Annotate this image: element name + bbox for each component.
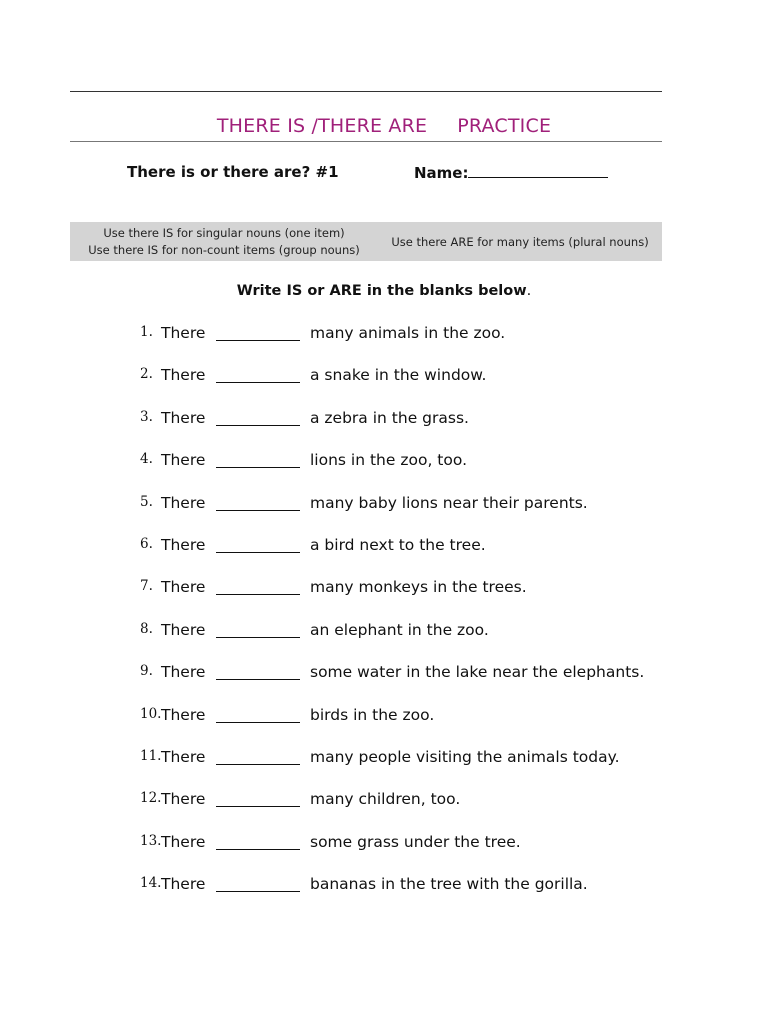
item-text: a zebra in the grass. [310,408,469,427]
item-there: There [161,493,206,512]
item-number: 4. [140,451,153,468]
exercise-item [0,536,768,558]
item-text: a snake in the window. [310,366,487,385]
item-number: 7. [140,578,153,595]
answer-blank[interactable] [216,722,300,723]
page-title [0,115,768,137]
item-there: There [161,790,206,809]
answer-blank[interactable] [216,679,300,680]
exercise-item [0,578,768,600]
item-there: There [161,620,206,639]
answer-blank[interactable] [216,510,300,511]
rules-box [70,222,662,261]
item-there: There [161,832,206,851]
exercise-item [0,706,768,728]
item-text: many monkeys in the trees. [310,578,527,597]
item-there: There [161,536,206,554]
title-right: PRACTICE [457,115,552,137]
answer-blank[interactable] [216,849,300,850]
item-text: many baby lions near their parents. [310,493,588,512]
item-there: There [161,324,206,342]
item-number: 1. [140,324,153,340]
item-there: There [161,705,206,724]
item-number: 14. [140,875,162,892]
exercise-item [0,875,768,897]
item-there: There [161,451,206,470]
item-there: There [161,663,206,682]
instruction [0,283,768,299]
name-field[interactable] [414,163,608,182]
item-number: 11. [140,748,162,764]
item-number: 8. [140,620,153,637]
exercise-item [0,366,768,388]
answer-blank[interactable] [216,382,300,383]
item-text: many children, too. [310,790,461,809]
item-text: bananas in the tree with the gorilla. [310,875,588,894]
answer-blank[interactable] [216,637,300,638]
item-number: 2. [140,366,153,383]
item-text: some water in the lake near the elephants. [310,663,645,682]
item-number: 12. [140,790,162,807]
title-left: THERE IS /THERE ARE [216,115,428,137]
answer-blank[interactable] [216,891,300,892]
rule-singular: Use there IS for singular nouns (one item) [103,225,345,240]
item-number: 5. [140,493,153,510]
item-number: 3. [140,408,153,425]
instruction-period: . [526,283,532,299]
item-text: lions in the zoo, too. [310,451,467,470]
item-there: There [161,748,206,766]
item-text: an elephant in the zoo. [310,620,489,639]
rule-plural: Use there ARE for many items (plural nouns) [391,234,649,249]
item-text: many people visiting the animals today. [310,748,620,766]
answer-blank[interactable] [216,340,300,341]
name-blank[interactable] [468,163,608,178]
item-there: There [161,408,206,427]
answer-blank[interactable] [216,594,300,595]
item-number: 6. [140,536,153,552]
exercise-item [0,494,768,516]
exercise-item [0,621,768,643]
exercise-item [0,663,768,685]
answer-blank[interactable] [216,425,300,426]
item-text: a bird next to the tree. [310,536,486,554]
top-rule [70,91,662,92]
exercise-item [0,833,768,855]
answer-blank[interactable] [216,806,300,807]
item-text: many animals in the zoo. [310,324,506,342]
answer-blank[interactable] [216,764,300,765]
rules-is [70,225,378,259]
answer-blank[interactable] [216,467,300,468]
item-text: birds in the zoo. [310,705,435,724]
answer-blank[interactable] [216,552,300,553]
title-rule [70,141,662,142]
exercise-item [0,324,768,346]
item-there: There [161,366,206,385]
exercise-item [0,790,768,812]
rule-noncount: Use there IS for non-count items (group nouns) [88,242,360,257]
item-text: some grass under the tree. [310,832,521,851]
item-number: 10. [140,705,162,722]
exercise-item [0,409,768,431]
instruction-text: Write IS or ARE in the blanks below [236,283,527,299]
item-there: There [161,875,206,894]
item-number: 13. [140,832,162,849]
exercise-item [0,748,768,770]
worksheet-question: There is or there are? #1 [127,163,339,181]
name-label: Name: [414,164,469,182]
item-number: 9. [140,663,153,680]
exercise-item [0,451,768,473]
item-there: There [161,578,206,597]
